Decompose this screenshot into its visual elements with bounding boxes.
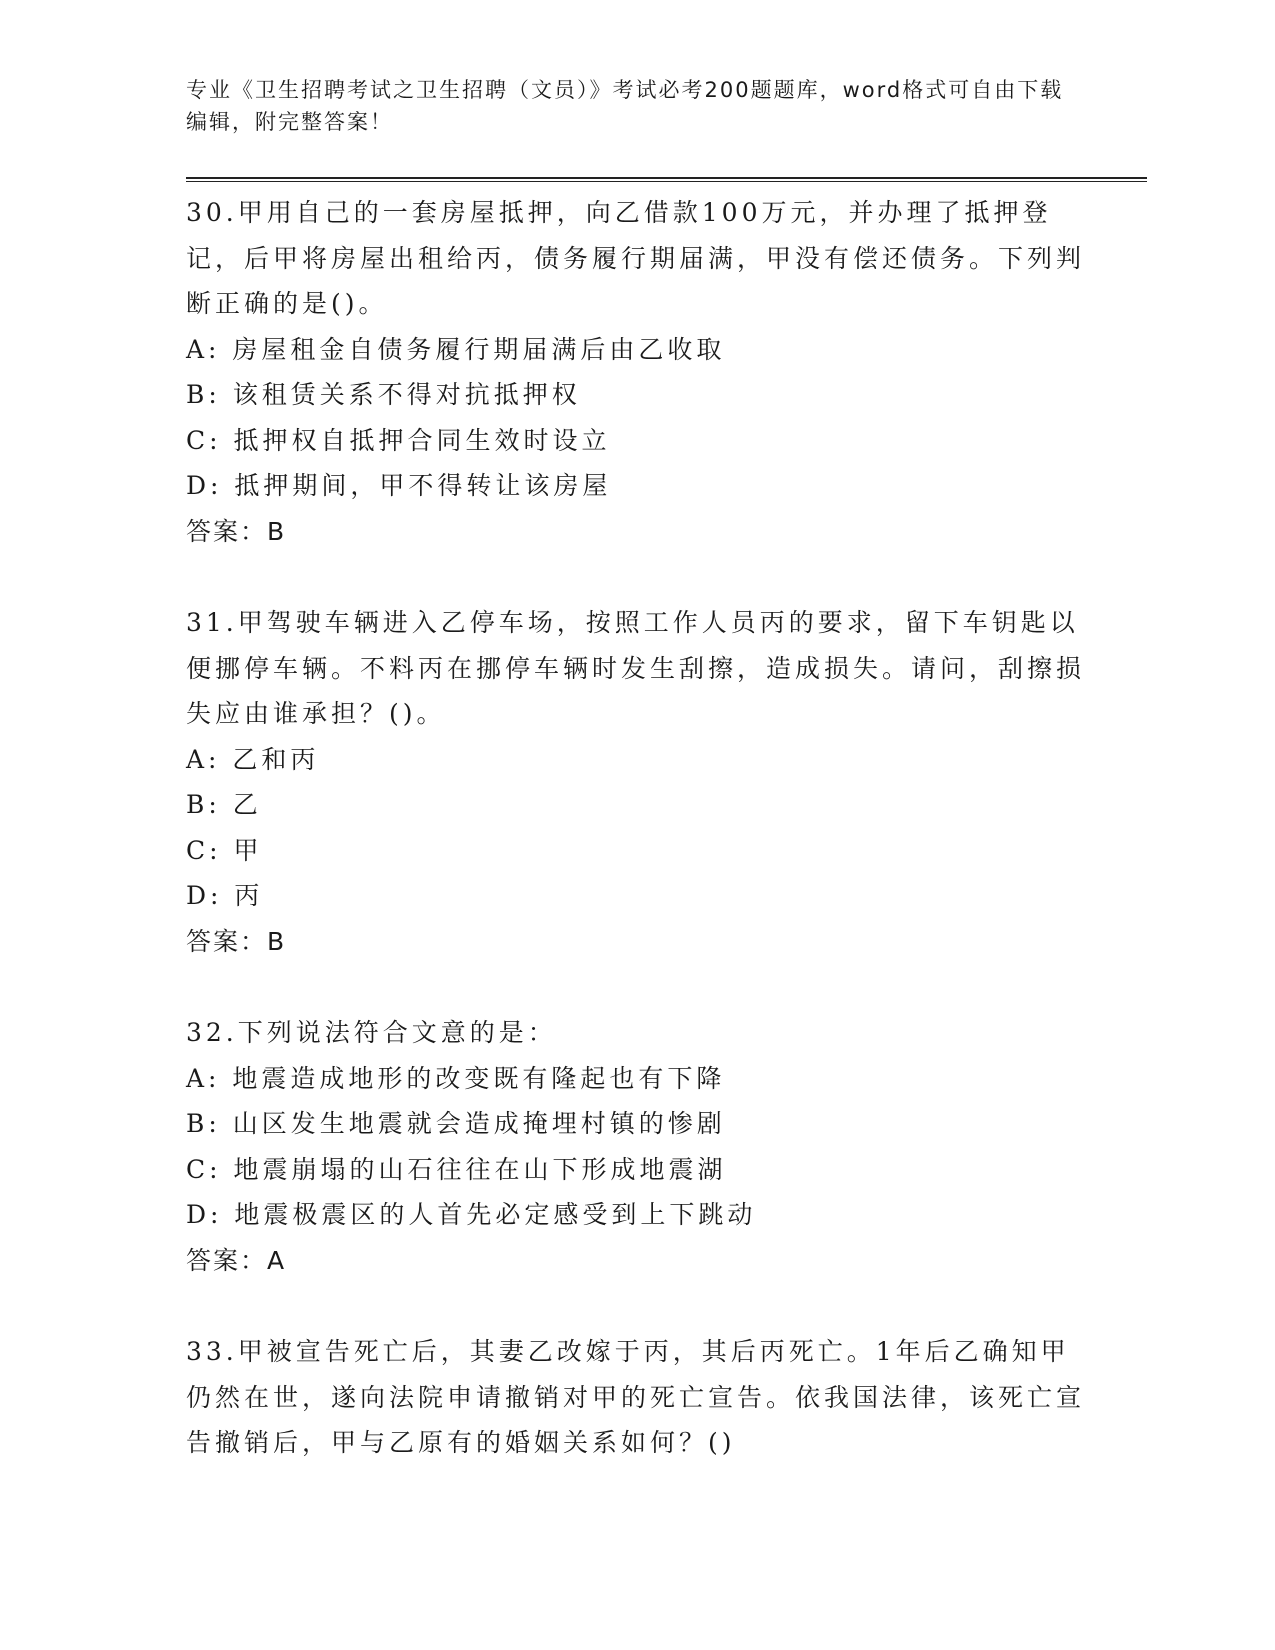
header-divider-thick [186, 177, 1147, 179]
header-divider-thin [186, 181, 1147, 182]
answer-line: 答案：B [186, 926, 287, 956]
question-list [186, 190, 1086, 1512]
option-d: D: 抵押期间，甲不得转让该房屋 [186, 471, 612, 500]
answer-line: 答案：A [186, 1245, 287, 1275]
question-stem: 31.甲驾驶车辆进入乙停车场，按照工作人员丙的要求，留下车钥匙以便挪停车辆。不料丙在挪停车辆时发生刮擦，造成损失。请问，刮擦损失应由谁承担？()。 [186, 608, 1086, 728]
option-a: A: 地震造成地形的改变既有隆起也有下降 [186, 1063, 726, 1093]
option-b: B: 乙 [186, 790, 262, 819]
question-item [186, 1010, 1086, 1283]
question-stem: 33.甲被宣告死亡后，其妻乙改嫁于丙，其后丙死亡。1年后乙确知甲仍然在世，遂向法院申请撤销对甲的死亡宣告。依我国法律，该死亡宣告撤销后，甲与乙原有的婚姻关系如何？() [186, 1337, 1086, 1457]
question-item [186, 600, 1086, 964]
option-c: C: 地震崩塌的山石往往在山下形成地震湖 [186, 1154, 727, 1184]
option-c: C: 甲 [186, 835, 263, 865]
option-b: B: 山区发生地震就会造成掩埋村镇的惨剧 [186, 1109, 726, 1138]
option-b: B: 该租赁关系不得对抗抵押权 [186, 380, 581, 409]
option-a: A: 房屋租金自债务履行期届满后由乙收取 [186, 334, 726, 364]
answer-line: 答案：B [186, 516, 287, 546]
option-d: D: 地震极震区的人首先必定感受到上下跳动 [186, 1200, 757, 1229]
option-d: D: 丙 [186, 881, 264, 910]
document-header: 专业《卫生招聘考试之卫生招聘（文员）》考试必考200题题库，word格式可自由下载编辑，附完整答案！ [186, 78, 1064, 134]
question-item [186, 1329, 1086, 1466]
option-a: A: 乙和丙 [186, 744, 320, 774]
question-stem: 32.下列说法符合文意的是： [186, 1018, 557, 1047]
question-stem: 30.甲用自己的一套房屋抵押，向乙借款100万元，并办理了抵押登记，后甲将房屋出租给丙，债务履行期届满，甲没有偿还债务。下列判断正确的是()。 [186, 198, 1086, 318]
option-c: C: 抵押权自抵押合同生效时设立 [186, 425, 611, 455]
question-item [186, 190, 1086, 554]
